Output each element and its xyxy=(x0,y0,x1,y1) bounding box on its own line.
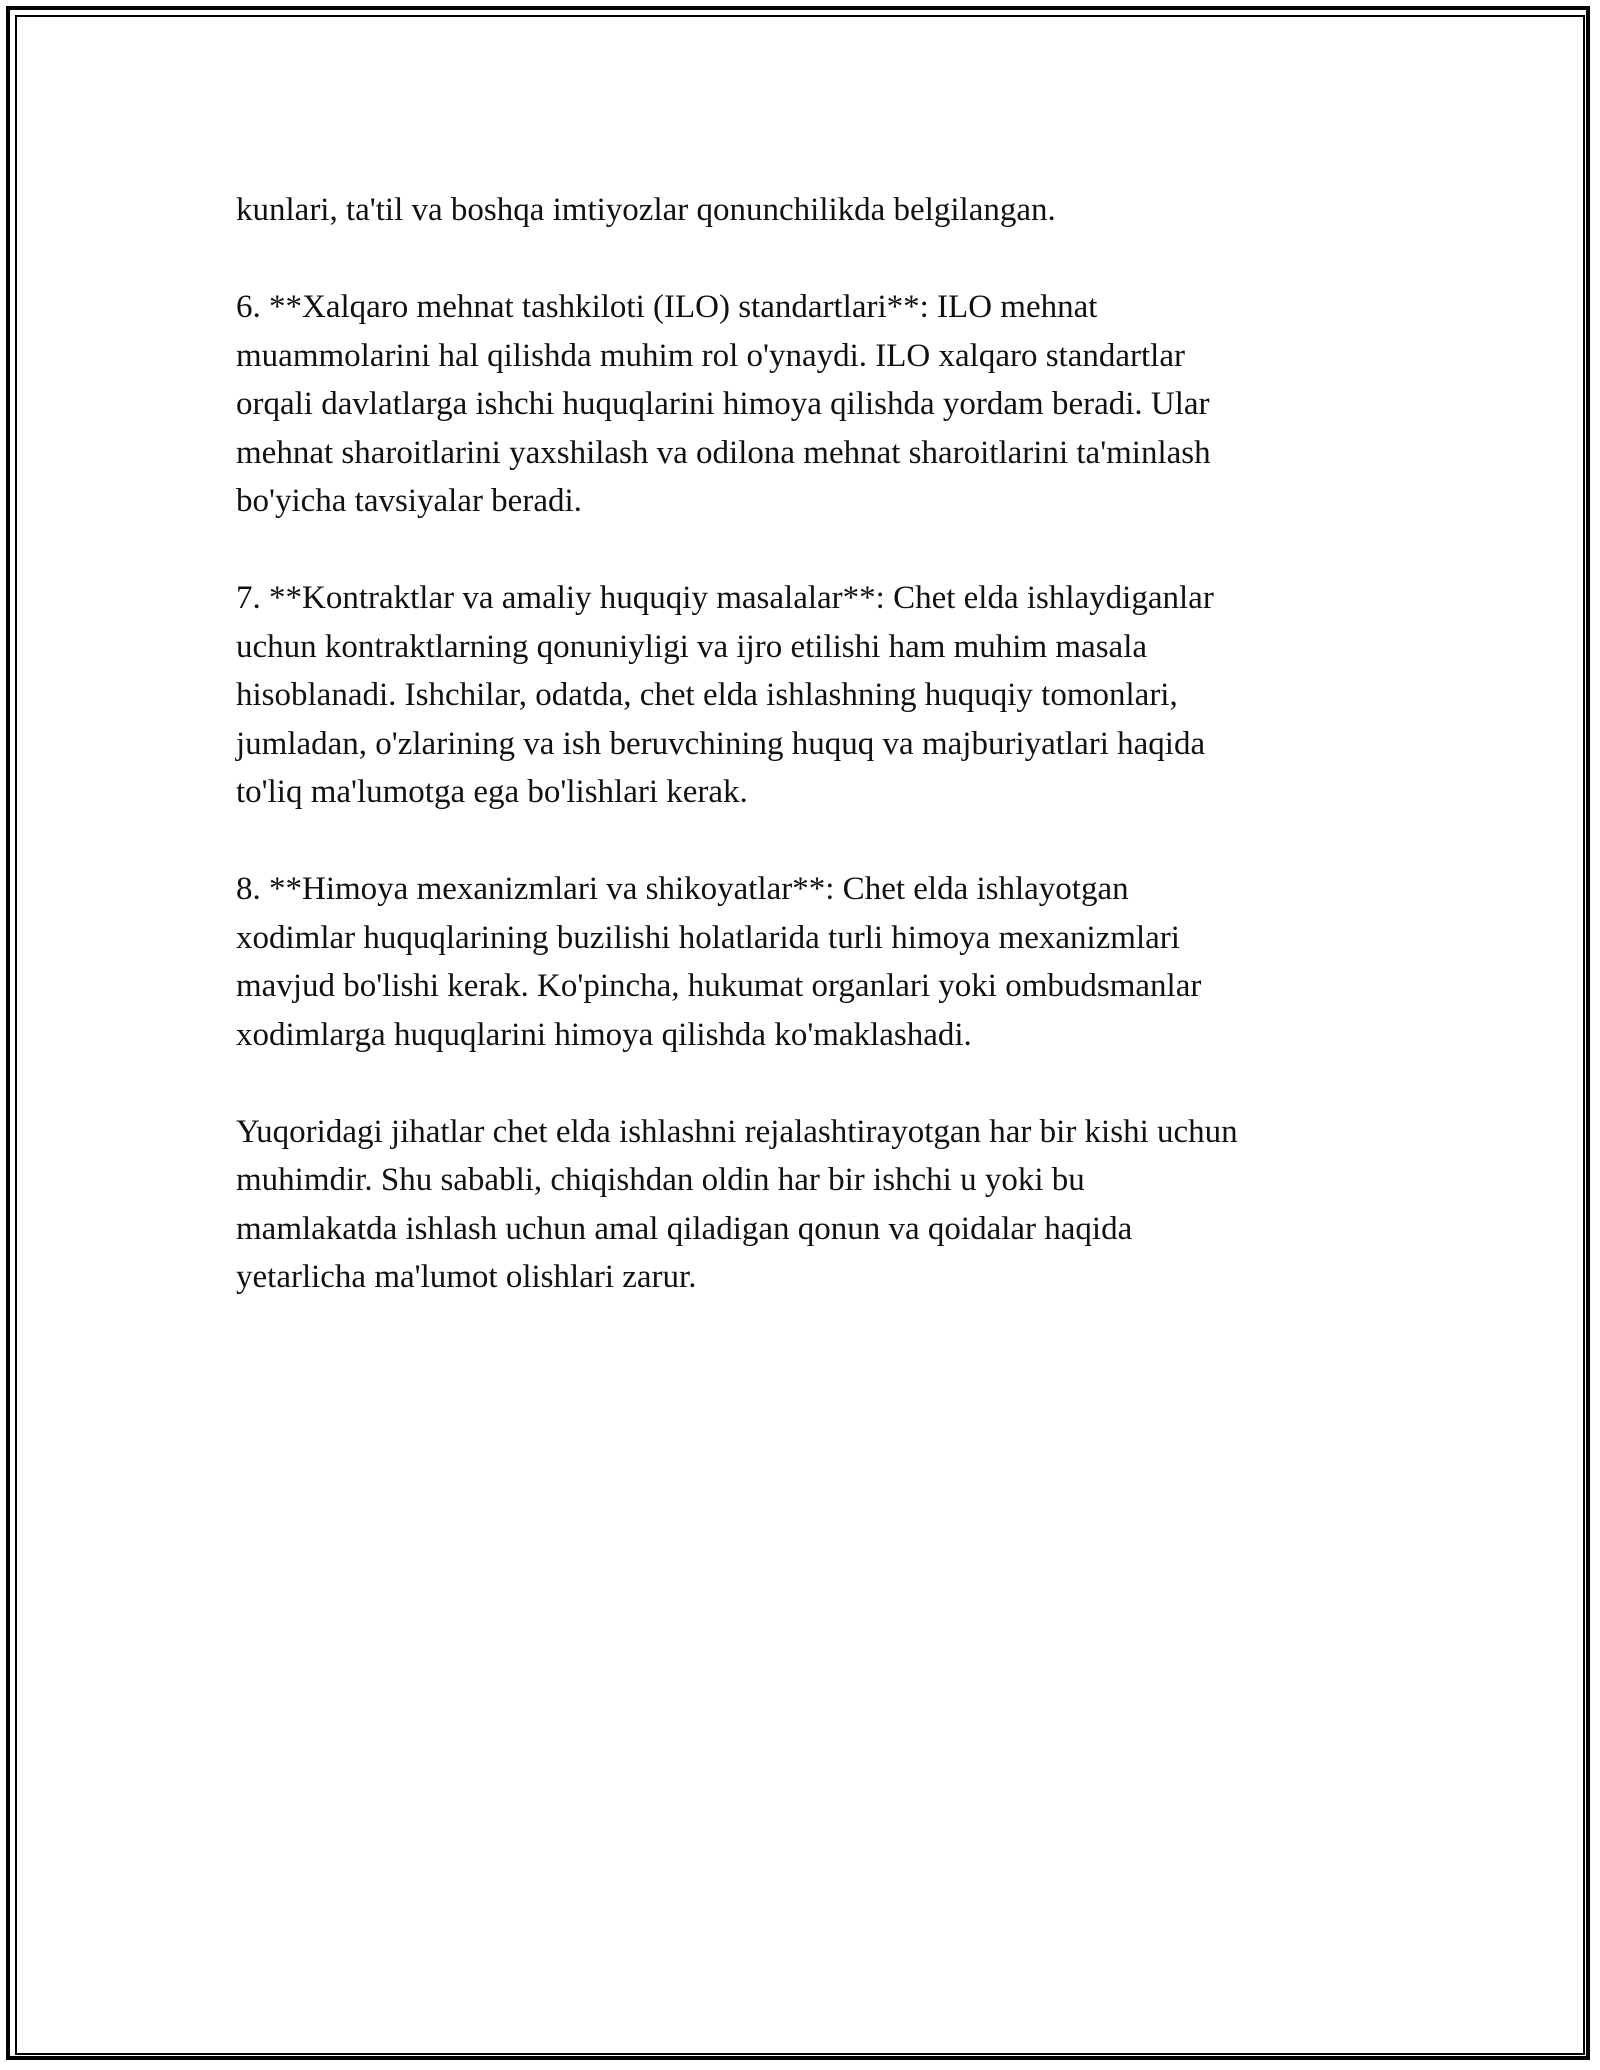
paragraph-continuation: kunlari, ta'til va boshqa imtiyozlar qonunchilikda belgilangan. xyxy=(236,192,1056,228)
paragraph-ilo-standards: 6. **Xalqaro mehnat tashkiloti (ILO) standartlari**: ILO mehnat muammolarini hal qilishda muhim rol o'ynaydi. ILO xalqaro standartlar orqali davlatlarga ishchi huquqlarini himoya qilishda yordam beradi. Ular mehnat sharoitlarini yaxshilash va odilona mehnat sharoitlarini ta'minlash bo'yicha tavsiyalar beradi. xyxy=(236,289,1211,519)
document-body xyxy=(236,186,1366,1350)
paragraph-contracts: 7. **Kontraktlar va amaliy huquqiy masalalar**: Chet elda ishlaydiganlar uchun kontraktlarning qonuniyligi va ijro etilishi ham muhim masala hisoblanadi. Ishchilar, odatda, chet elda ishlashning huquqiy tomonlari, jumladan, o'zlarining va ish beruvchining huquq va majburiyatlari haqida to'liq ma'lumotga ega bo'lishlari kerak. xyxy=(236,580,1214,810)
paragraph-conclusion: Yuqoridagi jihatlar chet elda ishlashni rejalashtirayotgan har bir kishi uchun muhimdir. Shu sababli, chiqishdan oldin har bir ishchi u yoki bu mamlakatda ishlash uchun amal qiladigan qonun va qoidalar haqida yetarlicha ma'lumot olishlari zarur. xyxy=(236,1113,1238,1295)
paragraph-protection-mechanisms: 8. **Himoya mexanizmlari va shikoyatlar**: Chet elda ishlayotgan xodimlar huquqlarining buzilishi holatlarida turli himoya mexanizmlari mavjud bo'lishi kerak. Ko'pincha, hukumat organlari yoki ombudsmanlar xodimlarga huquqlarini himoya qilishda ko'maklashadi. xyxy=(236,871,1202,1053)
